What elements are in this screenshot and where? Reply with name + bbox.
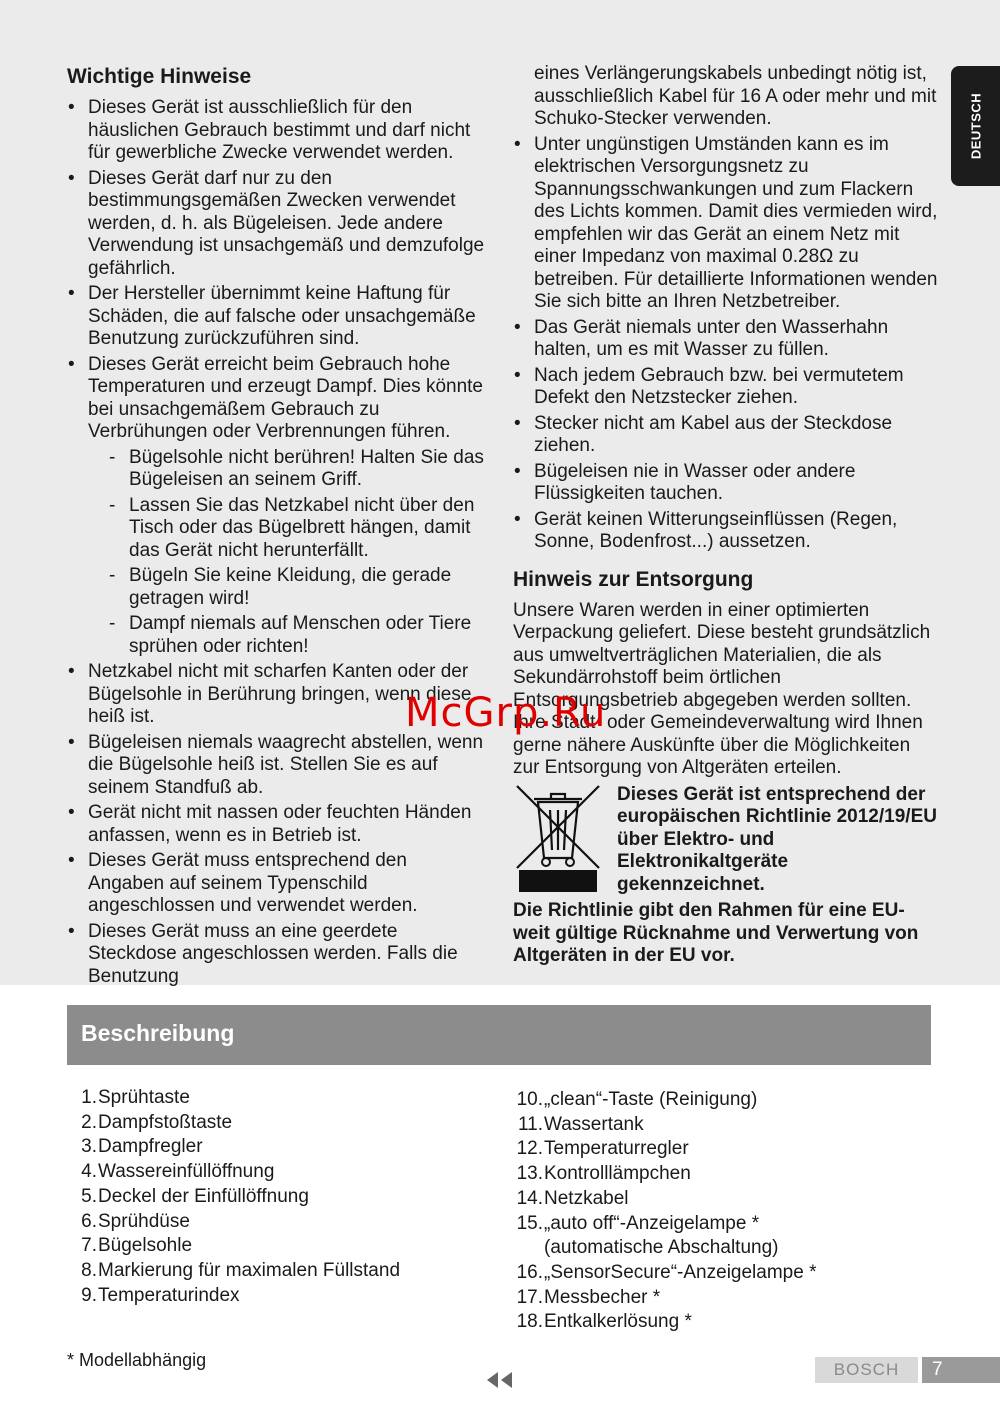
list-item	[78, 1234, 478, 1259]
list-item: • Das Gerät niemals unter den Wasserhahn halten, um es mit Wasser zu füllen.	[513, 317, 938, 362]
part-label: Entkalkerlösung *	[544, 1311, 692, 1333]
section-title-entsorgung: Hinweis zur Entsorgung	[513, 567, 754, 591]
list-item	[78, 1086, 478, 1111]
part-label: Dampfregler	[98, 1136, 203, 1158]
part-label: „SensorSecure“-Anzeigelampe *	[544, 1261, 817, 1283]
part-number: 18.	[516, 1311, 543, 1333]
part-number: 8.	[81, 1259, 97, 1281]
safety-list-continued	[513, 63, 938, 554]
safety-list	[67, 97, 487, 988]
part-label: Wassereinfüllöffnung	[98, 1161, 275, 1183]
part-label: Temperaturindex	[98, 1284, 240, 1306]
part-number: 13.	[516, 1163, 543, 1185]
part-label: Bügelsohle	[98, 1235, 193, 1257]
list-item: • Bügeleisen nie in Wasser oder andere Flüssigkeiten tauchen.	[513, 461, 938, 506]
weee-notice	[513, 784, 938, 968]
list-item	[78, 1135, 478, 1160]
part-number: 15.	[516, 1212, 543, 1234]
part-sublabel: (automatische Abschaltung)	[544, 1237, 779, 1259]
parts-list-left	[78, 1086, 478, 1308]
sub-list-item: - Bügelsohle nicht berühren! Halten Sie das Bügeleisen an seinem Griff.	[88, 447, 487, 492]
part-label: Temperaturregler	[544, 1138, 689, 1160]
list-item: • Dieses Gerät ist ausschließlich für den häuslichen Gebrauch bestimmt und darf nicht für gewerbliche Zwecke verwendet werden.	[67, 97, 487, 165]
part-number: 10.	[516, 1089, 543, 1110]
part-number: 5.	[81, 1185, 97, 1207]
list-item	[513, 1187, 943, 1212]
part-label: Sprühtaste	[98, 1087, 190, 1108]
disposal-paragraph: Unsere Waren werden in einer optimierten Verpackung geliefert. Diese besteht grundsätzlich aus umweltverträglichen Materialien, die als Sekundärrohstoff beim örtlichen Entsorgungsbetrieb abgegeben werden sollten. Ihre Stadt- oder Gemeindeverwaltung wird Ihnen gerne nähere Auskünfte über die Möglichkeiten zur Entsorgung von Altgeräten erteilen.	[513, 599, 931, 778]
part-number: 2.	[81, 1111, 97, 1133]
part-number: 4.	[81, 1161, 97, 1183]
weee-text-1: Dieses Gerät ist entsprechend der europäischen Richtlinie 2012/19/EU über Elektro- und Elektronikaltgeräte gekennzeichnet.	[617, 783, 937, 895]
part-number: 1.	[81, 1087, 97, 1108]
part-number: 3.	[81, 1136, 97, 1158]
list-item	[78, 1284, 478, 1309]
language-tab	[951, 66, 1000, 186]
part-label: Wassertank	[544, 1113, 644, 1135]
brand-logo: BOSCH	[815, 1357, 918, 1383]
weee-text-2: Die Richtlinie gibt den Rahmen für eine EU-weit gültige Rücknahme und Verwertung von Altgeräten in der EU vor.	[513, 900, 919, 966]
part-number: 14.	[516, 1187, 543, 1209]
watermark: McGrp.Ru	[405, 690, 607, 736]
part-number: 11.	[517, 1113, 543, 1135]
list-item	[78, 1185, 478, 1210]
list-item: • Gerät keinen Witterungseinflüssen (Regen, Sonne, Bodenfrost...) aussetzen.	[513, 509, 938, 554]
list-item	[513, 1286, 943, 1311]
section-header-beschreibung	[67, 1005, 931, 1065]
page-number: 7	[922, 1357, 1000, 1383]
part-label-group	[543, 1212, 778, 1261]
list-item	[78, 1160, 478, 1185]
list-item: • Dieses Gerät muss an eine geerdete Steckdose angeschlossen werden. Falls die Benutzung	[67, 921, 487, 989]
list-item: • Stecker nicht am Kabel aus der Steckdose ziehen.	[513, 413, 938, 458]
list-item: • Dieses Gerät darf nur zu den bestimmungsgemäßen Zwecken verwendet werden, d. h. als Bügeleisen. Jede andere Verwendung ist unsachgemäß und demzufolge gefährlich.	[67, 168, 487, 281]
list-item	[513, 1162, 943, 1187]
list-item-text: Dieses Gerät erreicht beim Gebrauch hohe Temperaturen und erzeugt Dampf. Dies könnte bei unsachgemäßem Gebrauch zu Verbrühungen oder Verbrennungen führen.	[88, 353, 483, 442]
part-number: 12.	[516, 1138, 543, 1160]
list-item-continuation: eines Verlängerungskabels unbedingt nötig ist, ausschließlich Kabel für 16 A oder mehr und mit Schuko-Stecker verwenden.	[534, 63, 937, 129]
list-item	[513, 1212, 943, 1261]
list-item: • Bügeleisen niemals waagrecht abstellen, wenn die Bügelsohle heiß ist. Stellen Sie es auf seinem Standfuß ab.	[67, 732, 487, 800]
sub-list-item: - Bügeln Sie keine Kleidung, die gerade getragen wird!	[88, 565, 487, 610]
list-item: • Unter ungünstigen Umständen kann es im elektrischen Versorgungsnetz zu Spannungsschwankungen und zum Flackern des Lichts kommen. Damit dies vermieden wird, empfehlen wir das Gerät an einem Netz mit einer Impedanz von maximal 0.28Ω zu betreiben. Für detaillierte Informationen wenden Sie sich bitte an Ihren Netzbetreiber.	[513, 134, 938, 314]
part-number: 17.	[516, 1286, 543, 1308]
parts-list-right	[513, 1088, 943, 1335]
sub-list-item: - Lassen Sie das Netzkabel nicht über den Tisch oder das Bügelbrett hängen, damit das Gerät nicht herunterfällt.	[88, 495, 487, 563]
part-number: 16.	[516, 1261, 543, 1283]
part-label: Netzkabel	[544, 1187, 629, 1209]
part-label: Sprühdüse	[98, 1210, 190, 1232]
list-item	[78, 1111, 478, 1136]
sub-list-item: - Dampf niemals auf Menschen oder Tiere sprühen oder richten!	[88, 613, 487, 658]
part-label: Markierung für maximalen Füllstand	[98, 1259, 401, 1281]
list-item: • Nach jedem Gebrauch bzw. bei vermutetem Defekt den Netzstecker ziehen.	[513, 365, 938, 410]
list-item: • Gerät nicht mit nassen oder feuchten Händen anfassen, wenn es in Betrieb ist.	[67, 802, 487, 847]
list-item	[513, 1261, 943, 1286]
part-number: 9.	[81, 1284, 97, 1306]
list-item	[67, 354, 487, 659]
list-item	[513, 1137, 943, 1162]
page-back-icon[interactable]	[486, 1371, 514, 1389]
sub-list	[88, 447, 487, 659]
section-title-wichtige-hinweise: Wichtige Hinweise	[67, 65, 252, 88]
footnote: * Modellabhängig	[67, 1350, 207, 1370]
list-item: • Der Hersteller übernimmt keine Haftung für Schäden, die auf falsche oder unsachgemäße Benutzung zurückzuführen sind.	[67, 283, 487, 351]
crossed-bin-icon	[513, 784, 603, 899]
part-label: „auto off“-Anzeigelampe *	[544, 1212, 760, 1234]
section-title-beschreibung: Beschreibung	[81, 1020, 235, 1046]
list-item: • Dieses Gerät muss entsprechend den Angaben auf seinem Typenschild angeschlossen und verwendet werden.	[67, 850, 487, 918]
part-label: Deckel der Einfüllöffnung	[98, 1185, 309, 1207]
list-item	[78, 1259, 478, 1284]
part-label: Messbecher *	[544, 1286, 661, 1308]
part-number: 7.	[81, 1235, 97, 1257]
list-item	[513, 1088, 943, 1113]
part-label: Dampfstoßtaste	[98, 1111, 233, 1133]
list-item: • Netzkabel nicht mit scharfen Kanten oder der Bügelsohle in Berührung bringen, wenn diese heiß ist.	[67, 661, 487, 729]
list-item	[513, 1113, 943, 1138]
weee-black-bar	[519, 870, 597, 892]
safety-column-right	[513, 63, 938, 968]
language-tab-label: DEUTSCH	[968, 92, 983, 160]
part-label: Kontrolllämpchen	[544, 1163, 691, 1185]
list-item	[78, 1210, 478, 1235]
part-number: 6.	[81, 1210, 97, 1232]
list-item	[513, 1310, 943, 1335]
part-label: „clean“-Taste (Reinigung)	[544, 1089, 758, 1110]
safety-column-left	[67, 63, 487, 991]
